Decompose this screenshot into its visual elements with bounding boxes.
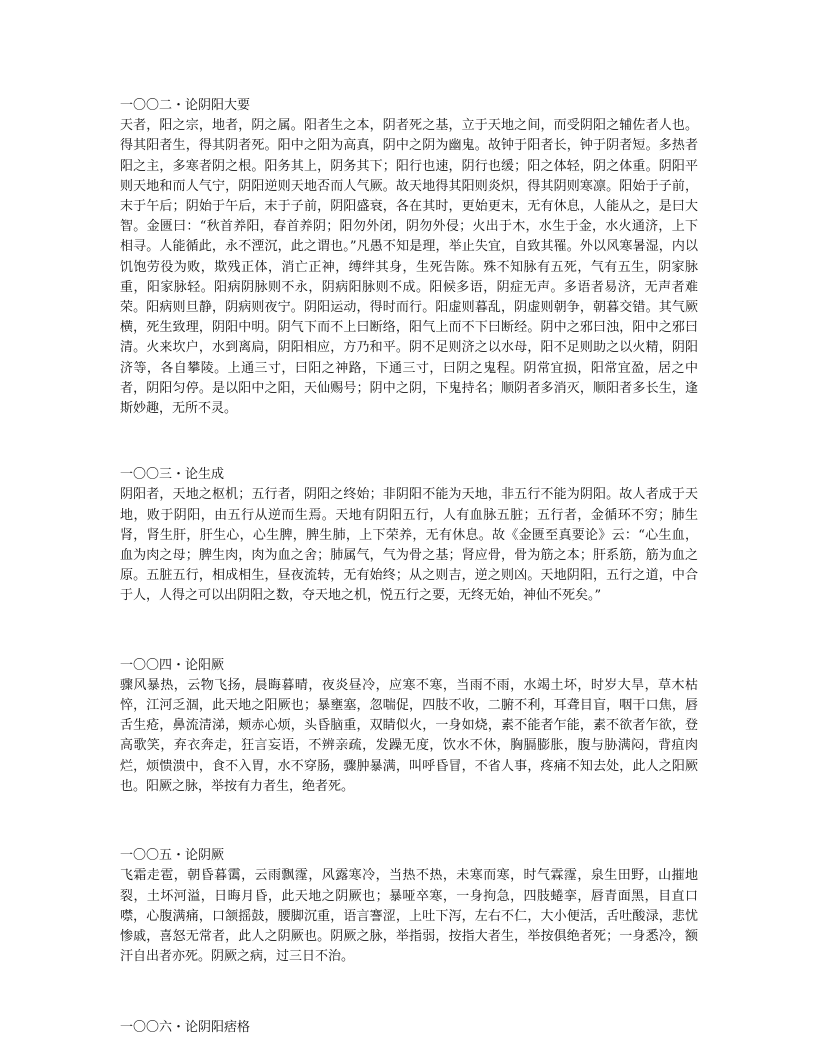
section-spacer (120, 419, 698, 465)
section-body: 阴阳者，天地之枢机；五行者，阴阳之终始；非阴阳不能为天地，非五行不能为阴阳。故人者成于天地，败于阴阳，由五行从逆而生焉。天地有阴阳五行，人有血脉五脏；五行者，金循环不穷；肺生肾，肾生肝，肝生心，心生脾，脾生肺，上下荣养，无有休息。故《金匮至真要论》云：“心生血，血为肉之母；脾生肉，肉为血之舍；肺属气，气为骨之基；肾应骨，骨为筋之本；肝系筋，筋为血之原。五脏五行，相成相生，昼夜流转，无有始终；从之则吉，逆之则凶。天地阴阳，五行之道，中合于人，人得之可以出阴阳之数，夺天地之机，悦五行之要，无终无始，神仙不死矣。” (120, 487, 698, 604)
section-title: 一〇〇三・论生成 (120, 467, 225, 483)
section-title: 一〇〇六・论阴阳痞格 (120, 1020, 251, 1036)
section-1003 (120, 465, 698, 606)
section-title: 一〇〇二・论阴阳大要 (120, 98, 251, 113)
section-1002 (120, 96, 698, 419)
section-body: 骤风暴热，云物飞扬，晨晦暮晴，夜炎昼冷，应寒不寒，当雨不雨，水竭土坏，时岁大旱，草木枯悴，江河乏涸，此天地之阳厥也；暴壅塞，忽喘促，四肢不收，二腑不利，耳聋目盲，咽干口焦，唇舌生疮，鼻流清涕，颊赤心烦，头昏脑重，双睛似火，一身如烧，素不能者乍能，素不欲者乍欲，登高歌笑，弃衣奔走，狂言妄语，不辨亲疏，发躁无度，饮水不休，胸膈膨胀，腹与胁满闷，背疽肉烂，烦愦溃中，食不入胃，水不穿肠，骤肿暴满，叫呼昏冒，不省人事，疼痛不知去处，此人之阳厥也。阳厥之脉，举按有力者生，绝者死。 (120, 677, 698, 794)
document-page (120, 96, 698, 1039)
section-body: 天者，阳之宗，地者，阴之属。阳者生之本，阴者死之基，立于天地之间，而受阴阳之辅佐者人也。得其阳者生，得其阴者死。阳中之阳为高真，阴中之阴为幽鬼。故钟于阳者长，钟于阴者短。多热者阳之主，多寒者阴之根。阳务其上，阴务其下；阳行也速，阴行也缓；阳之体轻，阴之体重。阴阳平则天地和而人气宁，阴阳逆则天地否而人气厥。故天地得其阳则炎炽，得其阴则寒凛。阳始于子前，末于午后；阴始于午后，末于子前，阴阳盛衰，各在其时，更始更末，无有休息，人能从之，是曰大智。金匮曰：“秋首养阳，春首养阴；阳勿外闭，阴勿外侵；火出于木，水生于金，水火通济，上下相寻。人能循此，永不湮沉，此之谓也。”凡愚不知是理，举止失宜，自致其罹。外以风寒暑湿，内以饥饱劳役为败，欺残正体，消亡正神，缚绊其身，生死告陈。殊不知脉有五死，气有五生，阴家脉重，阳家脉轻。阳病阴脉则不永，阴病阳脉则不成。阳候多语，阴症无声。多语者易济，无声者难荣。阳病则旦静，阴病则夜宁。阴阳运动，得时而行。阳虚则暮乱，阴虚则朝争，朝暮交错。其气厥横，死生致理，阴阳中明。阴气下而不上曰断络，阳气上而不下曰断经。阴中之邪曰浊，阳中之邪曰清。火来坎户，水到离扃，阴阳相应，方乃和平。阴不足则济之以水母，阳不足则助之以火精，阴阳济等，各自攀陵。上通三寸，曰阳之神路，下通三寸，曰阴之鬼程。阴常宜损，阳常宜盈，居之中者，阴阳匀停。是以阳中之阳，天仙赐号；阴中之阴，下鬼持名；顺阴者多消灭，顺阳者多长生，逢斯妙趣，无所不灵。 (120, 118, 698, 417)
section-1006 (120, 1018, 698, 1038)
section-spacer (120, 607, 698, 656)
section-1005 (120, 846, 698, 967)
section-title: 一〇〇四・论阳厥 (120, 657, 225, 673)
section-spacer (120, 797, 698, 846)
section-1004 (120, 656, 698, 797)
section-spacer (120, 967, 698, 1018)
section-body: 飞霜走雹，朝昏暮霭，云雨飘霪，风露寒冷，当热不热，未寒而寒，时气霖霪，泉生田野，山摧地裂，土坏河溢，日晦月昏，此天地之阴厥也；暴哑卒寒，一身拘急，四肢蜷挛，唇青面黑，目直口噤，心腹满痛，口颔摇鼓，腰脚沉重，语言謇涩，上吐下泻，左右不仁，大小便活，舌吐酸渌，悲忧惨戚，喜怒无常者，此人之阴厥也。阴厥之脉，举指弱，按指大者生，举按俱绝者死；一身悉冷，额汗自出者亦死。阴厥之病，过三日不治。 (120, 868, 698, 965)
section-title: 一〇〇五・论阴厥 (120, 848, 225, 864)
